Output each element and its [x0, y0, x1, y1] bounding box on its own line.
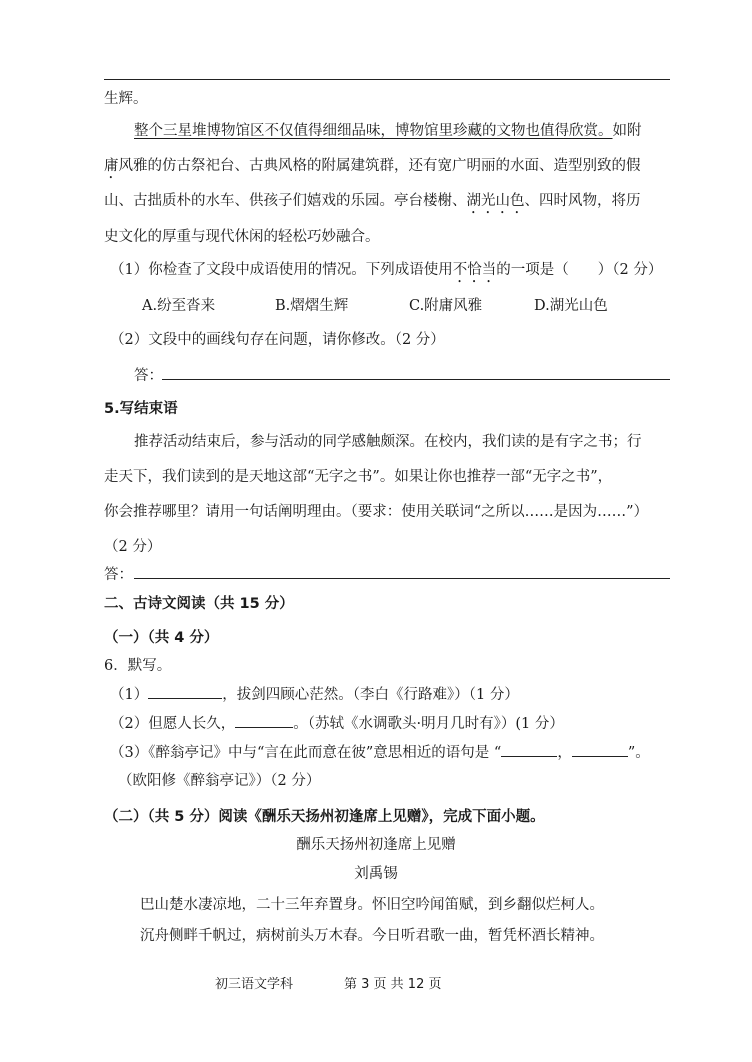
question-text: 。（苏轼《水调歌头·明月几时有》）(1 分） — [293, 716, 564, 732]
footer-subject: 初三语文学科 — [215, 977, 294, 992]
footer-page-number: 第 3 页 共 12 页 — [344, 977, 442, 992]
answer-label: 答： — [134, 368, 163, 384]
option-a[interactable]: A.纷至沓来 — [142, 298, 216, 314]
question-text: 的一项是（ ）（2 分） — [496, 262, 663, 278]
passage-line-2 — [104, 156, 641, 182]
question-2: （2）文段中的画线句存在问题，请你修改。（2 分） — [110, 332, 445, 348]
section-heading: 5.写结束语 — [104, 401, 178, 417]
poem-title: 酬乐天扬州初逢席上见赠 — [296, 837, 456, 853]
question-text: （2）但愿人长久， — [110, 716, 236, 732]
passage-text: 如附 — [612, 123, 642, 139]
fill-blank[interactable] — [148, 684, 222, 699]
passage-line-3 — [104, 191, 641, 217]
section5-line-1: 推荐活动结束后，参与活动的同学感触颇深。在校内，我们读的是有字之书；行 — [134, 434, 642, 450]
fill-blank[interactable] — [572, 742, 628, 757]
continuation-text: 生辉。 — [104, 91, 148, 107]
answer-line[interactable] — [134, 578, 670, 579]
underlined-sentence: 整个三星堆博物馆区不仅值得细细品味，博物馆里珍藏的文物也值得欣赏。 — [134, 123, 613, 139]
poem-line-1: 巴山楚水凄凉地，二十三年弃置身。怀旧空吟闻笛赋，到乡翻似烂柯人。 — [140, 897, 604, 913]
option-d[interactable]: D.湖光山色 — [534, 298, 608, 314]
section5-score: （2 分） — [104, 539, 162, 555]
question-6-1 — [110, 684, 519, 705]
question-text: ”。 — [627, 745, 650, 761]
passage-text: 风雅的仿古祭祀台、古典风格的附属建筑群，还有宽广明丽的水面、造型别致的假 — [118, 158, 641, 174]
question-text: ，拔剑四顾心茫然。（李白《行路难》）（1 分） — [222, 687, 519, 703]
answer-line[interactable] — [162, 379, 670, 380]
dotted-word: 庸 — [104, 158, 119, 174]
passage-line-1 — [134, 121, 642, 141]
subsection-heading: （一）（共 4 分） — [104, 630, 219, 646]
top-rule — [104, 79, 670, 80]
section5-line-2: 走天下，我们读到的是天地这部“无字之书”。如果让你也推荐一部“无字之书”， — [104, 469, 613, 485]
subsection-heading: （二）（共 5 分）阅读《酬乐天扬州初逢席上见赠》，完成下面小题。 — [104, 809, 545, 825]
question-6-title: 6．默写。 — [104, 658, 172, 674]
question-text: （1）你检查了文段中成语使用的情况。下列成语使用 — [110, 262, 453, 278]
option-b[interactable]: B.熠熠生辉 — [275, 298, 349, 314]
poem-line-2: 沉舟侧畔千帆过，病树前头万木春。今日听君歌一曲，暂凭杯酒长精神。 — [140, 928, 604, 944]
question-6-3-source: （欧阳修《醉翁亭记》）（2 分） — [118, 773, 321, 789]
dotted-keyword: 不恰当 — [452, 262, 497, 278]
question-1 — [110, 260, 662, 286]
question-text: ， — [557, 745, 572, 761]
dotted-idiom: 湖光山色 — [466, 193, 525, 209]
question-6-2 — [110, 713, 564, 734]
poem-author: 刘禹锡 — [354, 866, 398, 882]
fill-blank[interactable] — [501, 742, 557, 757]
passage-text: 山、古拙质朴的水车、供孩子们嬉戏的乐园。亭台楼榭、 — [104, 193, 467, 209]
question-6-3 — [110, 742, 650, 763]
part-heading: 二、古诗文阅读（共 15 分） — [104, 596, 294, 612]
fill-blank[interactable] — [235, 713, 293, 728]
option-c[interactable]: C.附庸风雅 — [409, 298, 483, 314]
question-text: （3）《醉翁亭记》中与“言在此而意在彼”意思相近的语句是 “ — [110, 745, 502, 761]
passage-text: 、四时风物，将历 — [524, 193, 641, 209]
question-text: （1） — [110, 687, 149, 703]
section5-line-3: 你会推荐哪里？请用一句话阐明理由。（要求：使用关联词“之所以……是因为……”） — [104, 504, 649, 520]
answer-label: 答： — [104, 567, 133, 583]
passage-line-4: 史文化的厚重与现代休闲的轻松巧妙融合。 — [104, 229, 380, 245]
